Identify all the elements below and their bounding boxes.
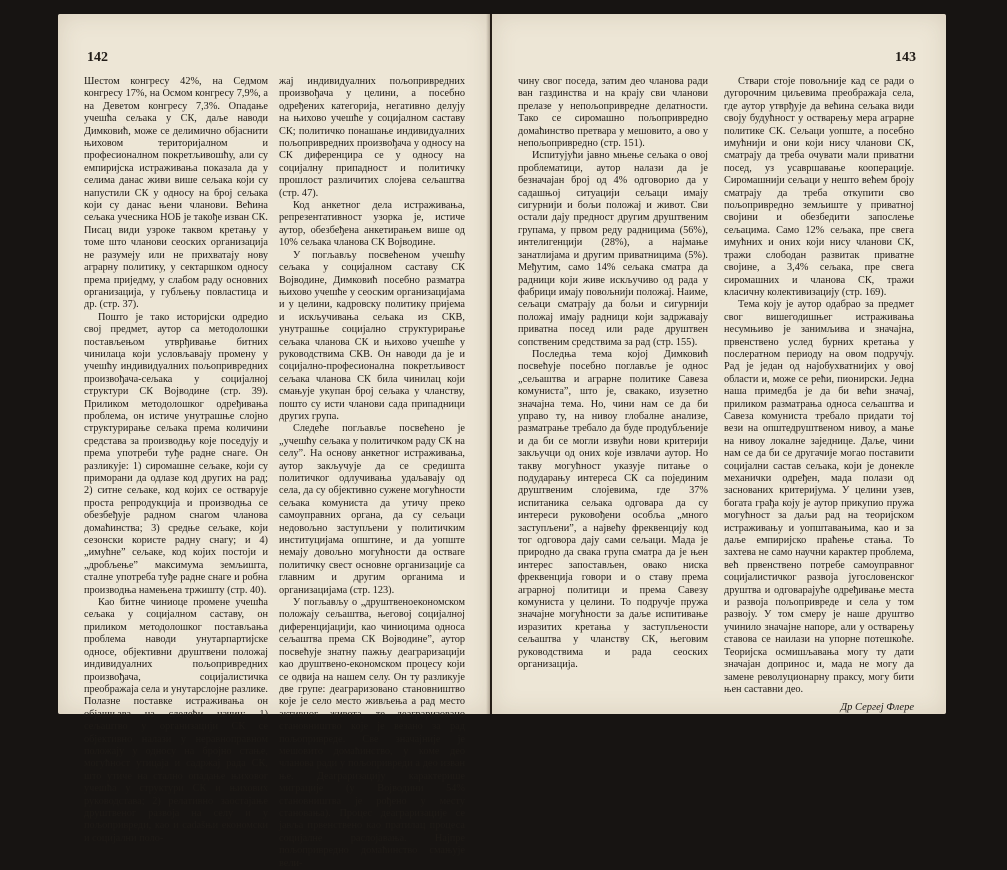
paragraph: Као битне чиниоце промене учешћа сељака у социјалном саставу, он приликом методолошког постављања проблема наводи унутарпартијске односе, објективни друштвени положај индивидуалних пољопривредних произвођача, социјалистичка преображаја села и унутарслојне разлике. Полазне поставке истраживања он објашњава на следећи начин: 1) сељаштво у организацији СК се објективно налази у неравноправном положају у односу на бројно стање, могућност утицаја и садржај рада СК, што утиче на стално опадање њиховог учешћа у структури СК и њихових руководстава; 2) релативно заостајање друштвеног развоја на селу и у пољопривреди, као и сadašњи економски и социјални поло- bbox=[84, 597, 268, 844]
paragraph: чину свог поседа, затим део чланова ради ван газдинства и на крају сви чланови прелазе у непољопривредне делатности. Тако се сиромашно пољопривредно домаћинство претвара у мешовито, а ово у непољопривредно (стр. 151). bbox=[518, 76, 708, 150]
paragraph: жај индивидуалних пољопривредних произвођача у целини, а посебно одређених категорија, негативно делују на њихово учешће у социјалном саставу СК; политичко понашање индивидуалних пољопривредних произвођача у односу на СК диференцира се у односу на социјалну припадност и политичку прошлост различитих слојева сељаштва (стр. 47). bbox=[279, 76, 465, 199]
right-column-1 bbox=[518, 76, 708, 672]
paragraph: У погљављу посвећеном учешћу сељака у социјалном саставу СК Војводине, Димковић посебно разматра њихово учешће у сеоским организацијама и у целини, кадровску политику пријема и искључивања сељака из СКВ, унутрашње социјално структурирање сељака чланова СК и њихово учешће у руководствима СКВ. Он наводи да је и социјално-професионална покретљивост сељака чланова СК била чинилац који смањује укупан број сељака у чланству, пошто су исти чланови сада припадници других група. bbox=[279, 249, 465, 422]
page-number-left: 142 bbox=[87, 50, 108, 65]
paragraph: Код анкетног дела истраживања, репрезентативност узорка је, истиче аутор, обезбеђена анкетирањем више од 10% сељака чланова СК Војводине. bbox=[279, 200, 465, 249]
paragraph: Тема коју је аутор одабрао за предмет свог вишегодишњег истраживања несумњиво је занимљива и значајна, првенствено услед бурних кретања у послератном периоду на овом подручју. Рад је један од најобухватнијих у овој области и, може се рећи, пионирски. Једна наша примедба је да би већи значај, приликом разматрања односа сељаштва и Савеза комуниста требало придати тој вези на општедруштвеном нивоу, а мање на нивоу локалне заједнице. Даље, чини нам се да би се другачије могао поставити социјални састав сељака, који је донекле механички одређен, мада полази од заснованих критеријума. У целини узев, богата грађа коју је аутор прикупио пружа могућност за даљи рад на теоријском истраживању и уопштавањима, као и за даље емпиријско праћење стања. То захтева не само научни карактер проблема, већ првенствено потребе самоуправног социјалистичког развоја југословенског друштва и одговарајуће одређивање места и развоја пољопривреде и села у том развоју. У том смеру је наше друштво учинило значајне напоре, али у остварењу ставова се наилази на упорне потешкоће. Теоријска осмишљавања могу ту дати значајан допринос и, мада не могу да замене револуционарну праксу, могу бити њен саставни део. bbox=[724, 299, 914, 695]
page-number-right: 143 bbox=[895, 50, 916, 65]
paragraph: Следеће погљавље посвећено је „учешћу сељака у политичком раду СК на селу”. На основу анкетног истраживања, аутор закључује да се средишта политичког одлучивања удаљавају од села, да су објективно сужене могућности сељака комуниста да утичу преко самоуправних органа, да су сељаци недовољно заступљени у политичким институцијама општине, и да уопште немају довољно могућности да оствare политичку свест основне организације са главним и другим органима и организацијама (стр. 123). bbox=[279, 423, 465, 596]
left-column-2 bbox=[279, 76, 465, 870]
paragraph: Испитујући јавно мњење сељака о овој проблематици, аутор налази да је безначајан број од 4% одговорио да у садашњој ситуацији сељаци имају сигурнији и бољи положај и живот. Сви остали дају предност другим друштвеним групама, у првом реду радницима (56%), интелигенцији (28%), а најмање занатлијама и другим приватницима (5%). Међутим, само 14% сељака сматра да радници који живе искључиво од рада у фабрици имају повољнији положај. Наиме, сељаци сматрају да бољи и сигурнији положај имају радници који задржавају приватна посед или раде друштвен сопственим средствима за рад (стр. 155). bbox=[518, 150, 708, 348]
right-page bbox=[492, 14, 946, 714]
left-page bbox=[58, 14, 490, 869]
paragraph: Пошто је тако историјски одредио свој предмет, аутор са методолошки постављењом утврђивање битних чинилаца који условљавају промену у учешћу индивидуалних пољопривредних произвођача-сељака у социјалној структури СК Војводине (стр. 39). Приликом методолошког одређивања проблема, он истиче унутрашње слојно структурирање сељака према количини средстава за производњу које поседују и према употреби туђе радне снаге. Он разликује: 1) сиромашне сељаке, који су приморани да одлазе код других на рад; 2) ситне сељаке, код којих се остварује проста репродукција и производња се обезбеђује радном снагом чланова домаћинства; 3) средње сељаке, који сезонски користе радну снагу; и 4) „имућне” сељаке, код којих постоји и „дробљење” максимума земљишта, сталне употреба туђе радне снаге и робна производња намењена тржишту (стр. 40). bbox=[84, 311, 268, 596]
left-column-1 bbox=[84, 76, 268, 845]
paragraph: Последња тема којој Димковић посвећује посебно поглавље је однос „сељаштва и аграрне политике Савеза комуниста”, што је, свакако, изузетно значајна тема. Но, чини нам се да би управо ту, на нивоу глобалне анализе, разматрање требало да буде продубљеније и да би се могли извући нови критерији закључци од оних које извлачи аутор. Но такву могућност указује питање о подударању интереса СК са појединим друштвеним слојевима, где 37% испитаника сељака одговара да су интереси руковођени особља „много заступљени”, а највећу фреквенцију код тог одговора дају сами сељаци. Мада је природно да свака група сматра да је њен интерес запостављен, овако ниска фреквенција говори и о ставу према аграрној политици и према Савезу комуниста у целини. То подручје пружа значајне могућности за даље испитивање изразитих кретања у заступљености сељаштва у чланству СК, његовим руководствима и рада сеоских организација. bbox=[518, 348, 708, 671]
paragraph: Шестом конгресу 42%, на Седмом конгресу 17%, на Осмом конгресу 7,9%, а на Деветом конгресу 7,3%. Опадање учешћа сељака у СК, даље наводи Димковић, може се делимично објаснити њиховом територијалном и професионалном покретљивошћу, али су емпиријска истраживања показала да у селима данас живи више сељака који су напустили СК у односу на број сељака који су данас њени чланови. Већина сељака учесника НОБ је такође изван СК. Писац види узроке таквом кретању у томе што чланови сеоских организација не разумеју или не прихватају нову аграрну политику, у сектаршком односу према приједму, у слабом раду основних организација, у губљењу повластица и др. (стр. 37). bbox=[84, 76, 268, 311]
author-signature: Др Сергеј Флере bbox=[840, 702, 914, 714]
paragraph: Ствари стоје повољније кад се ради о дугорочним циљевима преображаја села, где аутор утврђује да већина сељака види своју будућност у остварењу мера аграрне политике СК. Сељаци уопште, а посебно имућнији и они који нису чланови СК, сматрају да треба очувати мали приватни посед, уз усавршавање кооперације. Сиромашнији сељаци у нешто већем броју сматрају да треба откупити сво пољопривредно земљиште у приватној својини и обезбедити запослење сељацима. Само 12% сељака, пре свега имућних и оних који нису чланови СК, тражи слободан развитак приватне својине, а 3,4% сељака, пре свега сиромашних и чланова СК, тражи класичну колективизацију (стр. 169). bbox=[724, 76, 914, 298]
paragraph: У погљављу о „друштвеноекономском положају сељаштва, његовој социјалној диференцијацији, као чиниоцима односа сељаштва према СК Војводине”, аутор посвећује знатну пажњу деаграризацији као друштвено-економском процесу који се одвија на нашем селу. Он ту разликује две групе: деаграризовано становништво које је село место живљења а рад место активног живота, те деаграризовано становништво које је везано за рад пољопривреде. Све значајније је мешовито домаћинство, у коме део чланова ради у пољопривреди а део изван ње. Деаграризацију карактерише миграције (у Војводини 54% становништва је рођено у месту становања). Процес деаграризације се јавља првенствено као пратилац процеса социјалне раслојавања. Најпре пољопривредно домаћинство смањује вели- bbox=[279, 597, 465, 869]
right-column-2 bbox=[724, 76, 914, 715]
